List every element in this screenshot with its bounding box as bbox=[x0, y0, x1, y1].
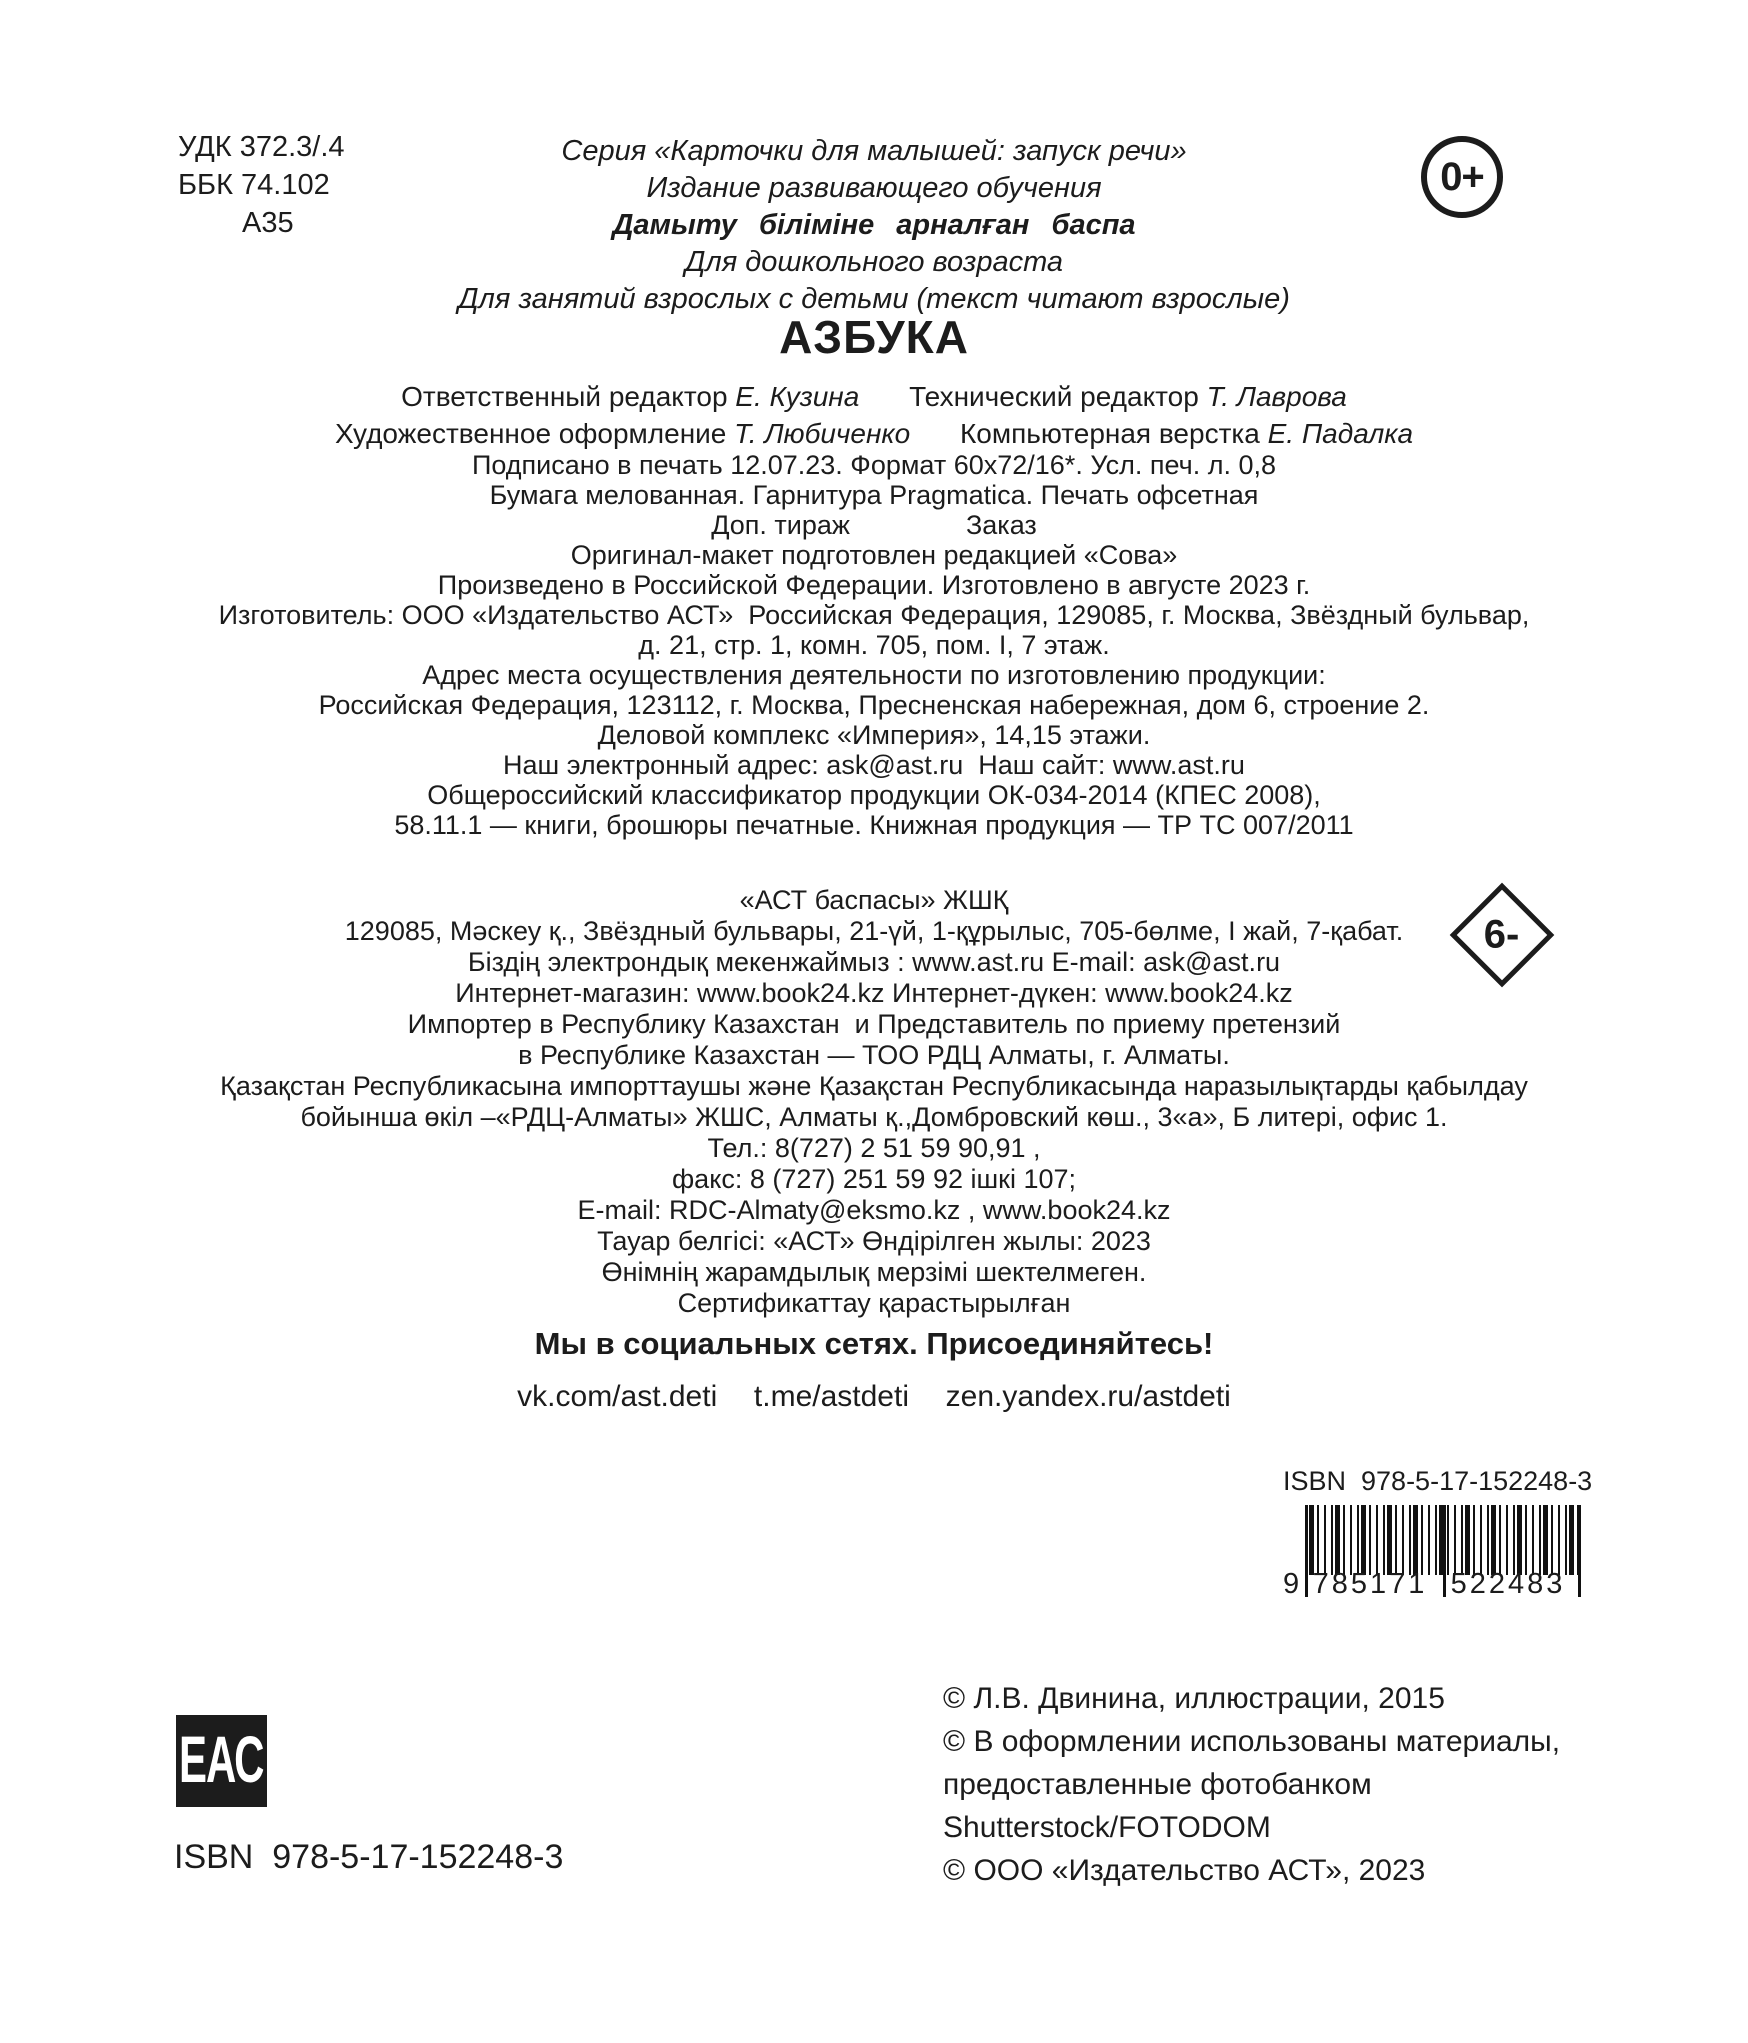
copyright-block bbox=[943, 1677, 1560, 1892]
kz-line: Қазақстан Республикасына импорттаушы және Қазақстан Республикасында наразылықтарды қабылдау bbox=[220, 1071, 1528, 1101]
imprint-line: Адрес места осуществления деятельности по изготовлению продукции: bbox=[422, 660, 1326, 690]
barcode-digit-group: 522483 bbox=[1450, 1568, 1566, 1600]
edition-line: Издание развивающего обучения bbox=[646, 172, 1102, 204]
kz-line: Интернет-магазин: www.book24.kz Интернет-дүкен: www.book24.kz bbox=[455, 978, 1293, 1008]
eac-letters: ЕАС bbox=[179, 1723, 264, 1797]
copyright-line: © Л.В. Двинина, иллюстрации, 2015 bbox=[943, 1682, 1445, 1715]
imprint-line: Подписано в печать 12.07.23. Формат 60х72/16*. Усл. печ. л. 0,8 bbox=[471, 450, 1277, 480]
age-rating-0plus-icon bbox=[1421, 136, 1503, 218]
kz-line: Біздің электрондық мекенжаймыз : www.ast.ru E-mail: ask@ast.ru bbox=[467, 947, 1281, 977]
kz-line: факс: 8 (727) 251 59 92 ішкі 107; bbox=[671, 1164, 1077, 1194]
credits-line bbox=[0, 378, 1748, 415]
imprint-line: Оригинал-макет подготовлен редакцией «Сова» bbox=[570, 540, 1178, 570]
imprint-line: д. 21, стр. 1, комн. 705, пом. I, 7 этаж. bbox=[638, 630, 1110, 660]
kz-line: Тауар белгісі: «АСТ» Өндірілген жылы: 2023 bbox=[597, 1226, 1151, 1256]
kz-line: Өнімнің жарамдылық мерзімі шектелмеген. bbox=[601, 1257, 1147, 1287]
isbn-bottom: ISBN 978-5-17-152248-3 bbox=[174, 1838, 564, 1876]
imprint-line: Произведено в Российской Федерации. Изготовлено в августе 2023 г. bbox=[437, 570, 1311, 600]
credit-role: Компьютерная верстка bbox=[959, 418, 1260, 449]
kz-lines bbox=[0, 916, 1748, 1319]
barcode-isbn-label: ISBN 978-5-17-152248-3 bbox=[1283, 1466, 1593, 1496]
imprint-print-info bbox=[0, 450, 1748, 510]
bbk-code: ББК 74.102 bbox=[178, 169, 330, 201]
author-sign: А35 bbox=[242, 207, 294, 239]
kz-heading: «АСТ баспасы» ЖШҚ bbox=[739, 885, 1009, 915]
barcode-digits bbox=[1283, 1568, 1583, 1601]
credit-role: Художественное оформление bbox=[334, 418, 727, 449]
barcode-digit-lead: 9 bbox=[1283, 1568, 1300, 1600]
credit-name: Е. Кузина bbox=[735, 381, 860, 412]
kz-line: 129085, Мәскеу қ., Звёздный бульвары, 21-үй, 1-құрылыс, 705-бөлме, I жай, 7-қабат. bbox=[344, 916, 1404, 946]
kz-line: Импортер в Республику Казахстан и Представитель по приему претензий bbox=[407, 1009, 1341, 1039]
kz-line: Сертификаттау қарастырылған bbox=[677, 1288, 1071, 1318]
copyright-line: © ООО «Издательство АСТ», 2023 bbox=[943, 1854, 1426, 1887]
kz-line: Тел.: 8(727) 2 51 59 90,91 , bbox=[707, 1133, 1041, 1163]
imprint-line: Наш электронный адрес: ask@ast.ru Наш сайт: www.ast.ru bbox=[503, 750, 1245, 780]
ean13-barcode-icon bbox=[1283, 1505, 1583, 1601]
eac-conformity-mark-icon bbox=[176, 1715, 267, 1807]
credit-name: Т. Лаврова bbox=[1206, 381, 1347, 412]
credits-line bbox=[0, 415, 1748, 452]
social-heading: Мы в социальных сетях. Присоединяйтесь! bbox=[534, 1326, 1214, 1361]
social-links: vk.com/ast.deti t.me/astdeti zen.yandex.ru/astdeti bbox=[517, 1380, 1231, 1413]
imprint-line: Бумага мелованная. Гарнитура Pragmatica. Печать офсетная bbox=[489, 480, 1259, 510]
barcode-digit-group: 785171 bbox=[1312, 1568, 1428, 1600]
series-line: Серия «Карточки для малышей: запуск речи» bbox=[561, 135, 1187, 167]
credit-role: Технический редактор bbox=[909, 381, 1199, 412]
copyright-line: © В оформлении использованы материалы, bbox=[943, 1725, 1561, 1758]
age-rating-6minus-label: 6- bbox=[1484, 912, 1520, 957]
book-title: АЗБУКА bbox=[779, 311, 969, 363]
credits-block bbox=[0, 378, 1748, 452]
kz-line: в Республике Казахстан — ТОО РДЦ Алматы, г. Алматы. bbox=[518, 1040, 1230, 1070]
age-rating-0plus-label: 0+ bbox=[1440, 154, 1484, 199]
zakaz-label: Заказ bbox=[965, 510, 1037, 540]
copyright-line: Shutterstock/FOTODOM bbox=[943, 1811, 1271, 1844]
kz-line: E-mail: RDC-Almaty@eksmo.kz , www.book24.kz bbox=[577, 1195, 1171, 1225]
credit-name: Е. Падалка bbox=[1267, 418, 1414, 449]
kz-line: бойынша өкіл –«РДЦ-Алматы» ЖШС, Алматы қ.,Домбровский көш., 3«а», Б литері, офис 1. bbox=[300, 1102, 1448, 1132]
reading-note-line: Для занятий взрослых с детьми (текст читают взрослые) bbox=[458, 283, 1290, 315]
udk-code: УДК 372.3/.4 bbox=[178, 131, 345, 163]
imprint-line: Деловой комплекс «Империя», 14,15 этажи. bbox=[597, 720, 1151, 750]
imprint-line: Общероссийский классификатор продукции ОК-034-2014 (КПЕС 2008), bbox=[427, 780, 1321, 810]
credit-role: Ответственный редактор bbox=[401, 381, 728, 412]
edition-line-kazakh: Дамыту біліміне арналған баспа bbox=[612, 209, 1136, 241]
audience-line: Для дошкольного возраста bbox=[684, 246, 1064, 278]
imprint-publisher-info bbox=[0, 540, 1748, 840]
tirazh-label: Доп. тираж bbox=[711, 510, 850, 540]
imprint-line: Изготовитель: ООО «Издательство АСТ» Российская Федерация, 129085, г. Москва, Звёздный бульвар, bbox=[218, 600, 1530, 630]
credit-name: Т. Любиченко bbox=[734, 418, 911, 449]
copyright-line: предоставленные фотобанком bbox=[943, 1768, 1372, 1801]
barcode-block bbox=[1283, 1466, 1593, 1601]
imprint-line: Российская Федерация, 123112, г. Москва, Пресненская набережная, дом 6, строение 2. bbox=[318, 690, 1430, 720]
tirazh-line bbox=[0, 510, 1748, 540]
imprint-line: 58.11.1 — книги, брошюры печатные. Книжная продукция — ТР ТС 007/2011 bbox=[394, 810, 1354, 840]
